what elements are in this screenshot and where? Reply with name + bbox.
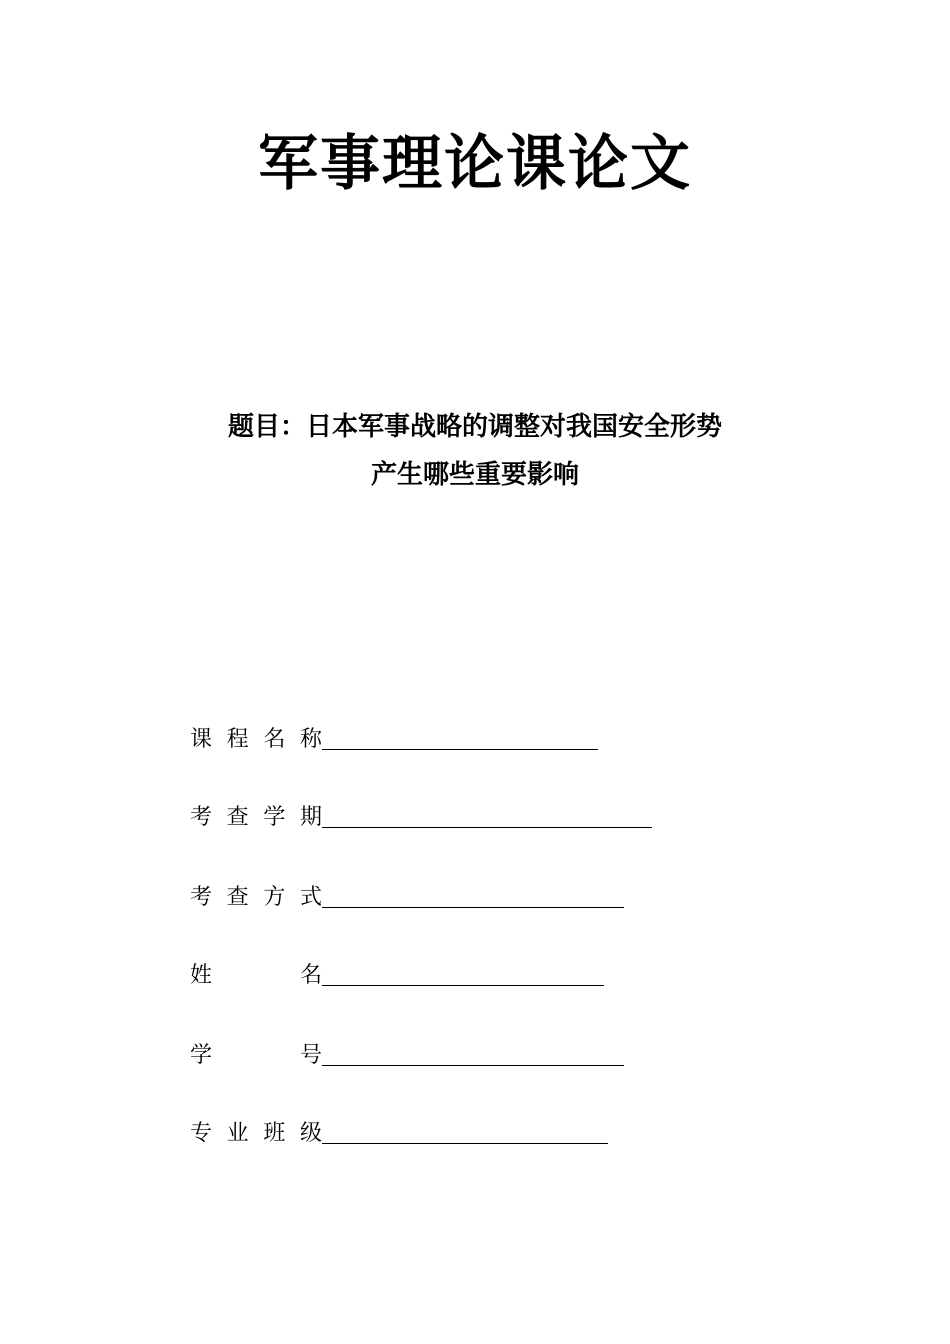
field-label: 专 业 班 级 [190, 1121, 322, 1146]
field-label: 学 号 [190, 1043, 322, 1068]
field-label: 课 程 名 称 [190, 727, 322, 752]
major-class-blank[interactable] [322, 1119, 608, 1144]
field-major-class [190, 1116, 608, 1148]
document-title: 军事理论课论文 [258, 129, 692, 199]
field-student-id [190, 1038, 624, 1070]
topic-line-2: 产生哪些重要影响 [370, 460, 579, 490]
topic-line-1: 题目：日本军事战略的调整对我国安全形势 [227, 412, 722, 442]
course-name-blank[interactable] [322, 725, 598, 750]
field-label: 姓 名 [190, 963, 322, 988]
field-exam-term [190, 800, 652, 832]
field-course-name [190, 722, 598, 754]
exam-term-blank[interactable] [322, 803, 652, 828]
name-blank[interactable] [322, 961, 604, 986]
student-id-blank[interactable] [322, 1041, 624, 1066]
field-label: 考 查 学 期 [190, 805, 322, 830]
field-label: 考 查 方 式 [190, 885, 322, 910]
field-name [190, 958, 604, 990]
field-exam-method [190, 880, 624, 912]
exam-method-blank[interactable] [322, 883, 624, 908]
